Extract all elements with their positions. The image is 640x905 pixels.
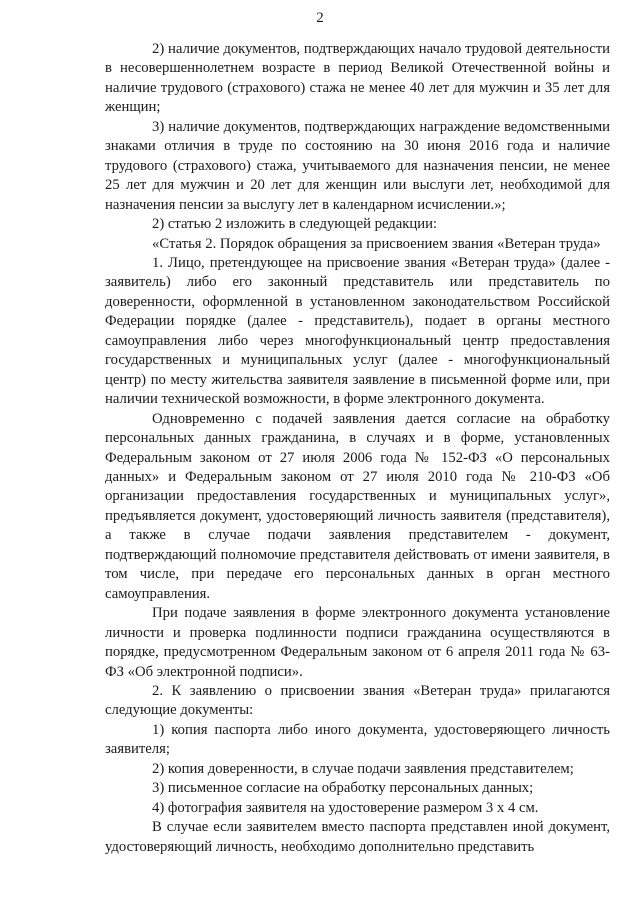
page-number: 2 xyxy=(316,10,324,26)
paragraph-section-2: 2. К заявлению о присвоении звания «Ветеран труда» прилагаются следующие документы: xyxy=(105,682,610,719)
document-body xyxy=(105,40,610,857)
paragraph-item-2: 2) наличие документов, подтверждающих начало трудовой деятельности в несовершеннолетнем возрасте в период Великой Отечественной войны и наличие трудового (страхового) стажа не менее 40 лет для мужчин и 35 лет для женщин; xyxy=(105,41,610,116)
list-item-consent: 3) письменное согласие на обработку персональных данных; xyxy=(152,780,534,797)
paragraph-consent: Одновременно с подачей заявления дается согласие на обработку персональных данных гражданина, в случаях и в форме, установленных Федеральным законом от 27 июля 2006 года № 152-ФЗ «О персональных данных» и Федеральным законом от 27 июля 2010 года № 210-ФЗ «Об организации предоставления государственных и муниципальных услуг», предъявляется документ, удостоверяющий личность заявителя (представителя), а также в случае подачи заявления представителем - документ, подтверждающий полномочие представителя действовать от имени заявителя, в том числе, при передаче его персональных данных в орган местного самоуправления. xyxy=(105,410,610,602)
list-item-passport: 1) копия паспорта либо иного документа, удостоверяющего личность заявителя; xyxy=(105,721,610,758)
list-item-photo: 4) фотография заявителя на удостоверение размером 3 х 4 см. xyxy=(152,799,539,816)
paragraph-section-1: 1. Лицо, претендующее на присвоение звания «Ветеран труда» (далее - заявитель) либо его законный представитель или представитель по доверенности, оформленной в установленном законодательством Российской Федерации порядке (далее - представитель), подает в органы местного самоуправления либо через многофункциональный центр предоставления государственных и муниципальных услуг (далее - многофункциональный центр) по месту жительства заявителя заявление в письменной форме или, при наличии технической возможности, в форме электронного документа. xyxy=(105,254,610,408)
paragraph-amendment-article-2: 2) статью 2 изложить в следующей редакции: xyxy=(152,216,438,233)
paragraph-item-3: 3) наличие документов, подтверждающих награждение ведомственными знаками отличия в труде по состоянию на 30 июня 2016 года и наличие трудового (страхового) стажа, учитываемого для назначения пенсии, не менее 25 лет для мужчин и 20 лет для женщин или выслуги лет, необходимой для назначения пенсии за выслугу лет в календарном исчислении.»; xyxy=(105,118,610,213)
paragraph-other-document: В случае если заявителем вместо паспорта представлен иной документ, удостоверяющий личность, необходимо дополнительно представить xyxy=(105,819,610,855)
article-2-heading: «Статья 2. Порядок обращения за присвоением звания «Ветеран труда» xyxy=(152,235,601,252)
paragraph-electronic-signature: При подаче заявления в форме электронного документа установление личности и проверка подлинности подписи гражданина осуществляются в порядке, предусмотренном Федеральным законом от 6 апреля 2011 года № 63-ФЗ «Об электронной подписи». xyxy=(105,605,610,680)
list-item-power-of-attorney: 2) копия доверенности, в случае подачи заявления представителем; xyxy=(152,760,574,777)
